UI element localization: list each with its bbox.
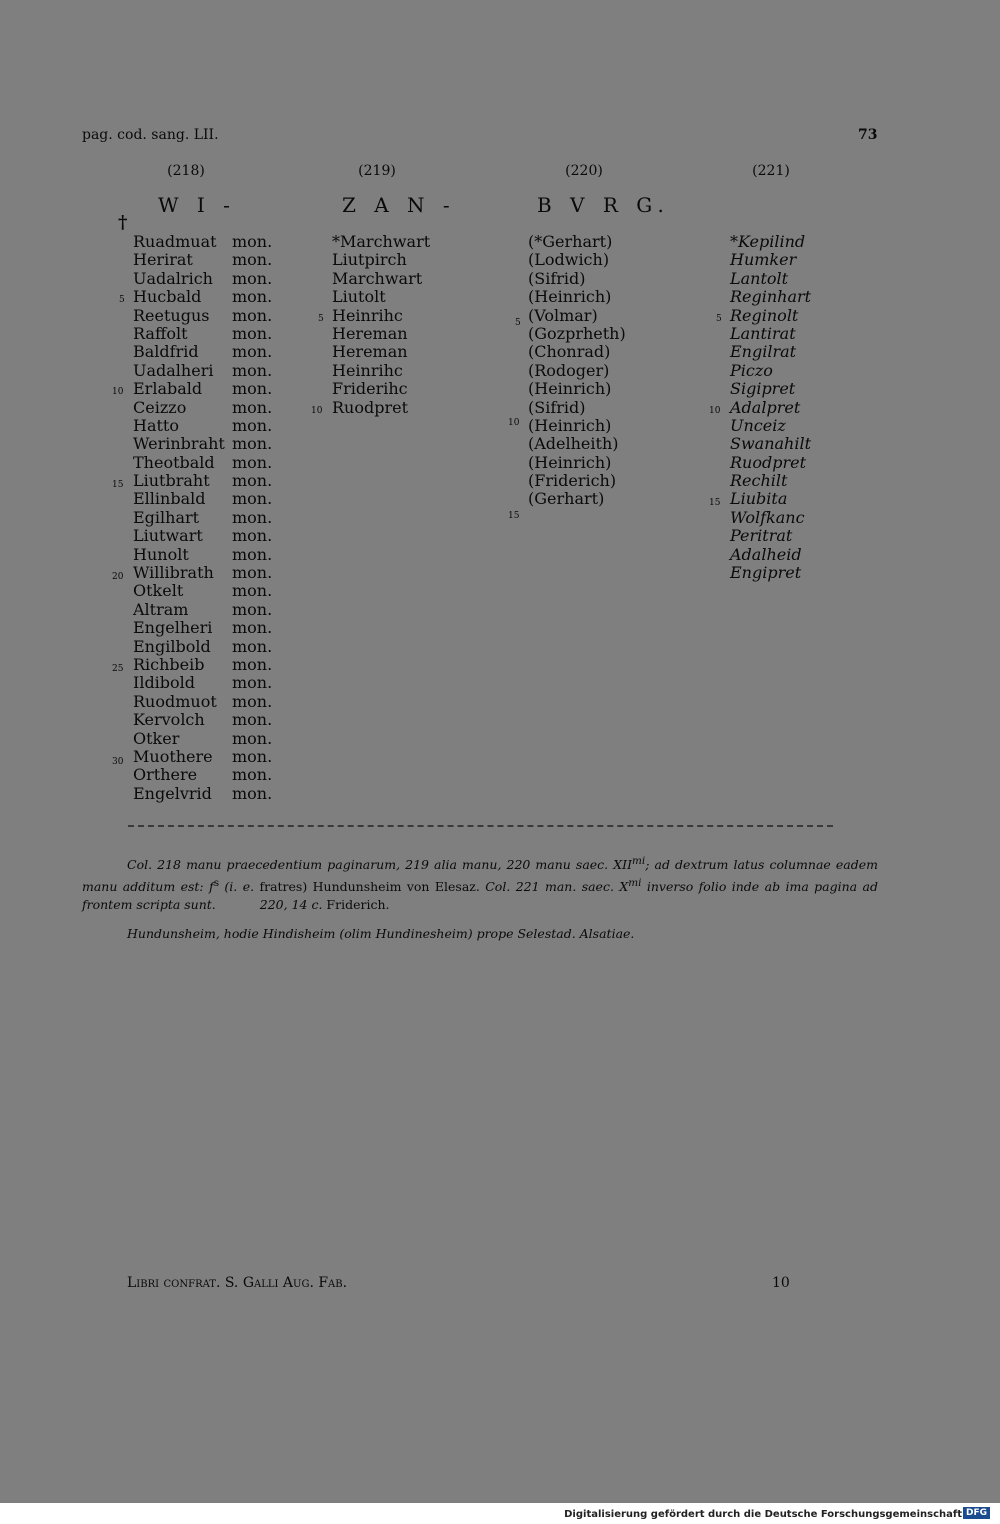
name-text: (Sifrid) xyxy=(528,268,586,288)
name-entry xyxy=(528,343,678,361)
name-entry xyxy=(133,288,283,306)
name-entry xyxy=(133,380,283,398)
name-text: Ruadmuat xyxy=(133,232,217,251)
name-entry xyxy=(730,270,880,288)
name-entry xyxy=(730,307,880,325)
column-number-221: (221) xyxy=(752,163,790,179)
name-entry xyxy=(133,325,283,343)
line-marker-5: 5 xyxy=(716,314,722,324)
name-entry xyxy=(528,399,678,417)
name-text: Otkelt xyxy=(133,581,184,601)
name-text: Unceiz xyxy=(730,415,786,435)
monk-suffix: mon. xyxy=(232,434,273,454)
name-entry xyxy=(133,601,283,619)
name-entry xyxy=(133,490,283,508)
column-221-list xyxy=(730,233,880,582)
name-entry xyxy=(528,288,678,306)
name-entry xyxy=(528,233,678,251)
name-entry xyxy=(133,656,283,674)
line-marker-10: 10 xyxy=(508,418,520,428)
name-entry xyxy=(730,546,880,564)
name-entry xyxy=(730,454,880,472)
column-number-218: (218) xyxy=(167,163,205,179)
name-text: Engelvrid xyxy=(133,783,212,803)
note-text-6: inverso folio inde ab ima pagina ad frontem scripta sunt. xyxy=(82,879,878,913)
monk-suffix: mon. xyxy=(232,379,273,399)
name-entry xyxy=(332,270,482,288)
name-entry xyxy=(133,472,283,490)
monk-suffix: mon. xyxy=(232,765,273,785)
monk-suffix: mon. xyxy=(232,287,273,307)
name-text: Marchwart xyxy=(332,268,423,288)
name-entry xyxy=(133,270,283,288)
line-marker-10: 10 xyxy=(709,406,721,416)
column-title-218: W I - xyxy=(158,193,236,217)
name-entry xyxy=(133,693,283,711)
name-entry xyxy=(332,288,482,306)
note-sup-2: s xyxy=(213,877,220,890)
name-entry xyxy=(332,399,482,417)
monk-suffix: mon. xyxy=(232,691,273,711)
name-text: Liutolt xyxy=(332,287,386,307)
name-text: (*Gerhart) xyxy=(528,232,613,251)
line-marker-5: 5 xyxy=(318,314,324,324)
name-text: Heinrihc xyxy=(332,360,403,380)
line-marker-10: 10 xyxy=(112,387,124,397)
dfg-credit-text: Digitalisierung gefördert durch die Deutsche Forschungsgemeinschaft xyxy=(564,1509,962,1520)
name-text: Hereman xyxy=(332,323,408,343)
name-entry xyxy=(730,490,880,508)
column-220-list xyxy=(528,233,678,509)
name-text: Herirat xyxy=(133,250,193,270)
monk-suffix: mon. xyxy=(232,489,273,509)
name-entry xyxy=(133,619,283,637)
name-text: Hereman xyxy=(332,342,408,362)
column-number-219: (219) xyxy=(358,163,396,179)
name-entry xyxy=(730,509,880,527)
line-marker-25: 25 xyxy=(112,664,124,674)
monk-suffix: mon. xyxy=(232,526,273,546)
name-entry xyxy=(730,233,880,251)
name-text: Theotbald xyxy=(133,452,215,472)
name-text: Engilrat xyxy=(730,342,797,362)
name-entry xyxy=(133,307,283,325)
line-marker-15: 15 xyxy=(112,480,124,490)
name-entry xyxy=(528,472,678,490)
name-entry xyxy=(133,527,283,545)
line-marker-20: 20 xyxy=(112,572,124,582)
name-entry xyxy=(528,380,678,398)
name-text: Ildibold xyxy=(133,673,196,693)
name-entry xyxy=(133,748,283,766)
name-text: Hatto xyxy=(133,415,179,435)
name-text: Lantolt xyxy=(730,268,789,288)
footer-title: Libri confrat. S. Galli Aug. Fab. xyxy=(127,1275,348,1291)
monk-suffix: mon. xyxy=(232,599,273,619)
location-note: Hundunsheim, hodie Hindisheim (olim Hundinesheim) prope Selestad. Alsatiae. xyxy=(127,926,635,941)
name-entry xyxy=(528,417,678,435)
column-title-219: Z A N - xyxy=(342,193,456,217)
name-entry xyxy=(730,564,880,582)
name-entry xyxy=(730,417,880,435)
monk-suffix: mon. xyxy=(232,544,273,564)
line-marker-5: 5 xyxy=(515,318,521,328)
name-text: Ceizzo xyxy=(133,397,187,417)
monk-suffix: mon. xyxy=(232,323,273,343)
cross-symbol: † xyxy=(118,212,128,233)
monk-suffix: mon. xyxy=(232,507,273,527)
name-entry xyxy=(528,490,678,508)
name-text: (Gozprheth) xyxy=(528,323,626,343)
name-text: (Friderich) xyxy=(528,471,617,491)
name-text: Baldfrid xyxy=(133,342,199,362)
name-text: Uadalheri xyxy=(133,360,214,380)
name-text: *Kepilind xyxy=(730,232,806,251)
name-entry xyxy=(133,564,283,582)
name-text: Werinbraht xyxy=(133,434,225,454)
name-entry xyxy=(730,362,880,380)
name-entry xyxy=(730,343,880,361)
monk-suffix: mon. xyxy=(232,232,273,251)
monk-suffix: mon. xyxy=(232,342,273,362)
name-entry xyxy=(730,472,880,490)
name-text: (Adelheith) xyxy=(528,434,619,454)
name-text: Engilbold xyxy=(133,636,211,656)
name-text: Reginolt xyxy=(730,305,799,325)
monk-suffix: mon. xyxy=(232,673,273,693)
name-entry xyxy=(332,325,482,343)
name-text: Swanahilt xyxy=(730,434,812,454)
name-text: (Heinrich) xyxy=(528,287,612,307)
name-text: Sigipret xyxy=(730,379,796,399)
name-text: Hucbald xyxy=(133,287,202,307)
note-sup-1: mi xyxy=(632,855,646,867)
monk-suffix: mon. xyxy=(232,397,273,417)
footer-number: 10 xyxy=(772,1275,790,1291)
column-number-220: (220) xyxy=(565,163,603,179)
name-text: Reginhart xyxy=(730,287,812,307)
name-entry xyxy=(332,251,482,269)
name-text: Ellinbald xyxy=(133,489,206,509)
note-sup-3: mi xyxy=(628,877,642,890)
name-entry xyxy=(730,325,880,343)
name-text: Erlabald xyxy=(133,379,203,399)
line-marker-5: 5 xyxy=(119,295,125,305)
note-text-2: ; ad dextrum latus columnae eadem manu additum est: f xyxy=(82,857,878,895)
name-entry xyxy=(133,343,283,361)
name-text: *Marchwart xyxy=(332,232,431,251)
name-text: (Chonrad) xyxy=(528,342,611,362)
monk-suffix: mon. xyxy=(232,268,273,288)
name-entry xyxy=(332,233,482,251)
name-entry xyxy=(332,380,482,398)
name-entry xyxy=(730,380,880,398)
monk-suffix: mon. xyxy=(232,654,273,674)
monk-suffix: mon. xyxy=(232,636,273,656)
dfg-footer-bar xyxy=(0,1503,1000,1524)
name-text: Altram xyxy=(133,599,189,619)
dfg-logo: DFG xyxy=(963,1507,990,1519)
name-text: Muothere xyxy=(133,746,213,766)
name-entry xyxy=(133,674,283,692)
name-entry xyxy=(730,527,880,545)
name-entry xyxy=(133,509,283,527)
name-entry xyxy=(133,730,283,748)
name-entry xyxy=(528,307,678,325)
name-text: Liutwart xyxy=(133,526,203,546)
name-text: (Heinrich) xyxy=(528,415,612,435)
running-head: pag. cod. sang. LII. xyxy=(82,127,219,143)
separator-rule xyxy=(128,825,833,827)
name-text: (Lodwich) xyxy=(528,250,610,270)
name-entry xyxy=(528,270,678,288)
note-text-4: fratres) Hundunsheim von Elesaz. xyxy=(259,879,480,895)
name-entry xyxy=(133,251,283,269)
name-text: Engelheri xyxy=(133,618,213,638)
name-entry xyxy=(730,251,880,269)
note-text-3: (i. e. xyxy=(219,879,260,895)
name-text: Liutbraht xyxy=(133,471,210,491)
monk-suffix: mon. xyxy=(232,783,273,803)
monk-suffix: mon. xyxy=(232,305,273,325)
name-text: Uadalrich xyxy=(133,268,213,288)
name-entry xyxy=(528,325,678,343)
column-218-list xyxy=(133,233,283,803)
name-text: Egilhart xyxy=(133,507,200,527)
name-text: (Heinrich) xyxy=(528,452,612,472)
name-text: (Rodoger) xyxy=(528,360,610,380)
name-entry xyxy=(133,711,283,729)
name-text: Adalheid xyxy=(730,544,802,564)
name-text: (Gerhart) xyxy=(528,489,605,509)
column-219-list xyxy=(332,233,482,417)
name-text: Orthere xyxy=(133,765,198,785)
name-text: Rechilt xyxy=(730,471,788,491)
name-text: Ruodpret xyxy=(332,397,409,417)
monk-suffix: mon. xyxy=(232,360,273,380)
page-number: 73 xyxy=(858,127,878,143)
name-entry xyxy=(528,362,678,380)
name-text: Ruodmuot xyxy=(133,691,217,711)
line-marker-15: 15 xyxy=(508,511,520,521)
name-entry xyxy=(528,435,678,453)
name-text: (Volmar) xyxy=(528,305,598,325)
monk-suffix: mon. xyxy=(232,452,273,472)
name-text: Reetugus xyxy=(133,305,210,325)
line-marker-10: 10 xyxy=(311,406,323,416)
name-text: Ruodpret xyxy=(730,452,807,472)
name-entry xyxy=(528,454,678,472)
name-entry xyxy=(133,582,283,600)
name-entry xyxy=(133,454,283,472)
column-title-220: B V R G. xyxy=(537,193,670,217)
name-text: Lantirat xyxy=(730,323,796,343)
name-text: (Heinrich) xyxy=(528,379,612,399)
name-text: Otker xyxy=(133,728,180,748)
name-text: Adalpret xyxy=(730,397,801,417)
name-entry xyxy=(730,288,880,306)
name-entry xyxy=(133,435,283,453)
name-text: Humker xyxy=(730,250,797,270)
name-entry xyxy=(332,362,482,380)
name-entry xyxy=(133,638,283,656)
monk-suffix: mon. xyxy=(232,471,273,491)
name-entry xyxy=(133,233,283,251)
apparatus-note xyxy=(82,852,878,914)
note-text-1: Col. 218 manu praecedentium paginarum, 219 alia manu, 220 manu saec. XII xyxy=(127,857,633,873)
name-entry xyxy=(133,362,283,380)
name-entry xyxy=(332,307,482,325)
monk-suffix: mon. xyxy=(232,581,273,601)
name-text: Richbeib xyxy=(133,654,205,674)
monk-suffix: mon. xyxy=(232,618,273,638)
name-text: Peritrat xyxy=(730,526,793,546)
monk-suffix: mon. xyxy=(232,746,273,766)
name-text: (Sifrid) xyxy=(528,397,586,417)
name-text: Piczo xyxy=(730,360,773,380)
name-text: Kervolch xyxy=(133,710,205,730)
name-entry xyxy=(730,399,880,417)
monk-suffix: mon. xyxy=(232,563,273,583)
name-text: Willibrath xyxy=(133,563,214,583)
line-marker-30: 30 xyxy=(112,757,124,767)
name-entry xyxy=(133,399,283,417)
name-entry xyxy=(133,766,283,784)
note-text-7: 220, 14 c. xyxy=(259,897,323,913)
line-marker-15: 15 xyxy=(709,498,721,508)
name-entry xyxy=(133,785,283,803)
name-entry xyxy=(133,417,283,435)
monk-suffix: mon. xyxy=(232,710,273,730)
name-text: Heinrihc xyxy=(332,305,403,325)
monk-suffix: mon. xyxy=(232,728,273,748)
name-text: Liubita xyxy=(730,489,788,509)
note-text-8: Friderich. xyxy=(326,897,390,913)
name-text: Raffolt xyxy=(133,323,188,343)
monk-suffix: mon. xyxy=(232,250,273,270)
name-text: Wolfkanc xyxy=(730,507,805,527)
name-entry xyxy=(332,343,482,361)
name-entry xyxy=(528,251,678,269)
name-text: Engipret xyxy=(730,563,802,583)
name-text: Friderihc xyxy=(332,379,408,399)
name-text: Liutpirch xyxy=(332,250,407,270)
name-entry xyxy=(730,435,880,453)
name-text: Hunolt xyxy=(133,544,189,564)
name-entry xyxy=(133,546,283,564)
monk-suffix: mon. xyxy=(232,415,273,435)
note-text-5: Col. 221 man. saec. X xyxy=(479,879,629,895)
